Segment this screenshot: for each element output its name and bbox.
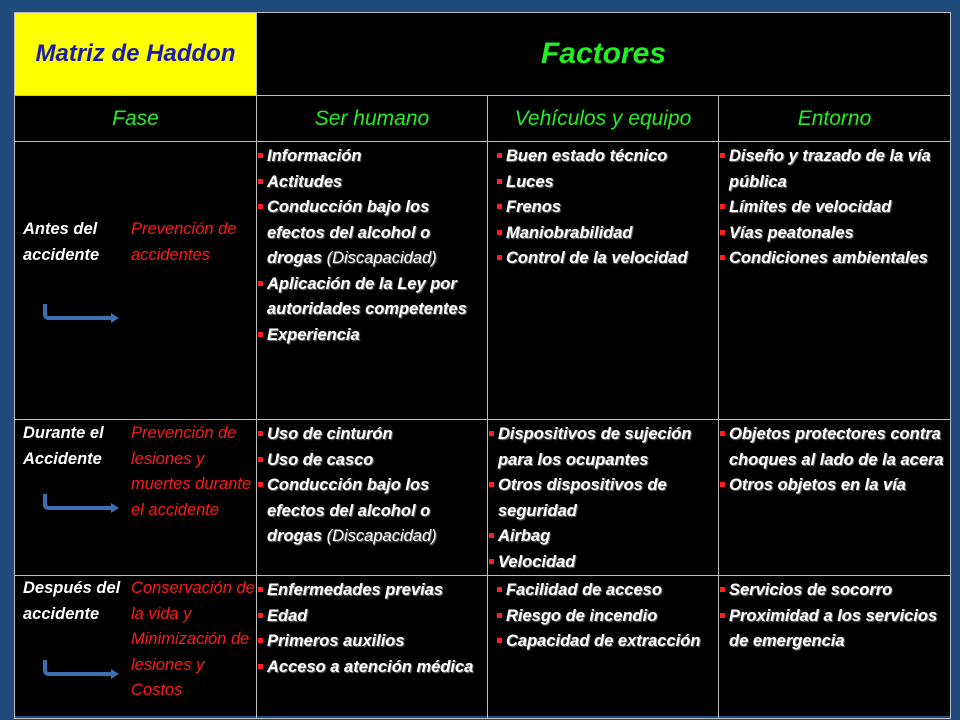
list-item: Información: [257, 144, 481, 170]
list-item: Primeros auxilios: [257, 629, 481, 655]
ser-humano-cell: [257, 420, 488, 576]
list-item: Aplicación de la Ley por autoridades competentes: [257, 272, 481, 323]
vehiculos-cell: [488, 576, 719, 719]
list-item: Riesgo de incendio: [496, 604, 712, 630]
list-item: Otros objetos en la vía: [719, 473, 944, 499]
list-item: Enfermedades previas: [257, 578, 481, 604]
fase-cell: [15, 142, 257, 420]
header-vehiculos: Vehículos y equipo: [488, 96, 719, 142]
list-item: Actitudes: [257, 170, 481, 196]
fase-name: Antes del accidente: [23, 220, 100, 264]
list-item: Vías peatonales: [719, 221, 944, 247]
table-row: [15, 576, 951, 719]
list-item: Airbag: [488, 524, 712, 550]
ser-humano-cell: [257, 142, 488, 420]
list-item: Conducción bajo los efectos del alcohol o drogas (Discapacidad): [257, 195, 481, 272]
fase-name: Después del accidente: [23, 579, 121, 623]
list-item: Otros dispositivos de seguridad: [488, 473, 712, 524]
list-item: Luces: [496, 170, 712, 196]
list-item: Servicios de socorro: [719, 578, 944, 604]
list-item: Acceso a atención médica: [257, 655, 481, 681]
list-item: Diseño y trazado de la vía pública: [719, 144, 944, 195]
haddon-matrix-slide: [14, 12, 950, 716]
table-row: [15, 142, 951, 420]
fase-desc: Prevención de lesiones y muertes durante el accidente: [131, 424, 252, 519]
list-item: Límites de velocidad: [719, 195, 944, 221]
haddon-matrix-table: [14, 12, 951, 719]
bent-arrow-icon: [41, 492, 123, 514]
list-item: Frenos: [496, 195, 712, 221]
header-fase: Fase: [15, 96, 257, 142]
fase-cell: [15, 420, 257, 576]
fase-cell: [15, 576, 257, 719]
list-item: Capacidad de extracción: [496, 629, 712, 655]
header-ser-humano: Ser humano: [257, 96, 488, 142]
fase-name: Durante el Accidente: [23, 424, 104, 468]
fase-desc: Prevención de accidentes: [131, 220, 237, 264]
table-row: [15, 420, 951, 576]
list-item: Edad: [257, 604, 481, 630]
list-item: Experiencia: [257, 323, 481, 349]
vehiculos-cell: [488, 420, 719, 576]
list-item: Condiciones ambientales: [719, 246, 944, 272]
list-item: Objetos protectores contra choques al lado de la acera: [719, 422, 944, 473]
entorno-cell: [719, 420, 951, 576]
matrix-title: Matriz de Haddon: [15, 13, 257, 96]
list-item: Dispositivos de sujeción para los ocupantes: [488, 422, 712, 473]
bent-arrow-icon: [41, 658, 123, 680]
ser-humano-cell: [257, 576, 488, 719]
factores-heading: Factores: [257, 13, 951, 96]
list-item: Control de la velocidad: [496, 246, 712, 272]
vehiculos-cell: [488, 142, 719, 420]
list-item: Proximidad a los servicios de emergencia: [719, 604, 944, 655]
list-item: Facilidad de acceso: [496, 578, 712, 604]
bent-arrow-icon: [41, 302, 123, 324]
entorno-cell: [719, 576, 951, 719]
list-item: Maniobrabilidad: [496, 221, 712, 247]
fase-desc: Conservación de la vida y Minimización de lesiones y Costos: [131, 579, 255, 699]
list-item: Conducción bajo los efectos del alcohol o drogas (Discapacidad): [257, 473, 481, 550]
entorno-cell: [719, 142, 951, 420]
list-item: Uso de casco: [257, 448, 481, 474]
list-item: Velocidad: [488, 550, 712, 576]
list-item: Uso de cinturón: [257, 422, 481, 448]
header-entorno: Entorno: [719, 96, 951, 142]
list-item: Buen estado técnico: [496, 144, 712, 170]
